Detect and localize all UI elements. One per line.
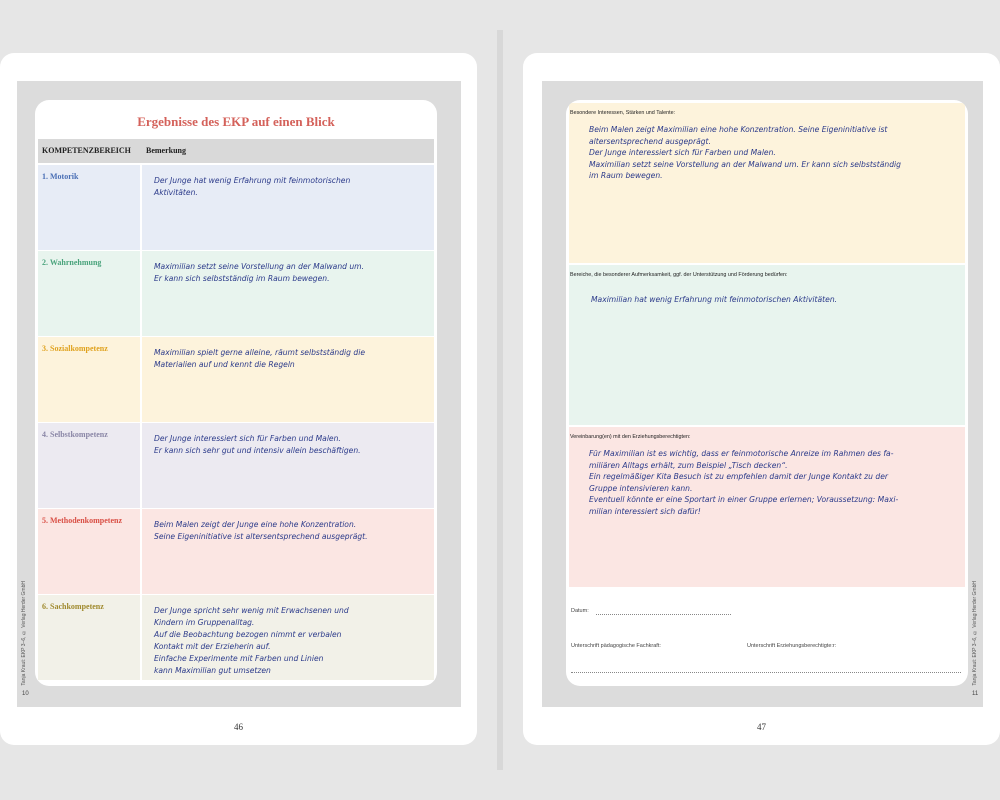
section-label: Besondere Interessen, Stärken und Talente: [570,110,676,116]
table-row [38,423,434,508]
notes-section [569,103,965,263]
competence-label: 2. Wahrnehmung [38,251,142,336]
competence-label: 4. Selbstkompetenz [38,423,142,508]
table-row [38,509,434,594]
date-line [596,614,731,615]
remark-text: Der Junge hat wenig Erfahrung mit feinmotorischen Aktivitäten. [154,176,351,197]
competence-label: 1. Motorik [38,165,142,250]
page-number: 47 [757,722,766,732]
page-title: Ergebnisse des EKP auf einen Blick [137,114,335,129]
remark-text: Der Junge spricht sehr wenig mit Erwachsenen und Kindern im Gruppenalltag. Auf die Beobachtung bezogen nimmt er verbalen Kontakt mit der Erzieherin auf. Einfache Experimente mit Farben und Linien kann Maximilian gut umsetzen [154,606,349,675]
section-text: Beim Malen zeigt Maximilian eine hohe Konzentration. Seine Eigeninitiative ist altersentsprechend ausgeprägt. Der Junge interessiert sich für Farben und Malen. Maximilian setzt seine Vorstellung an der Malwand um. Er kann sich selbstständig im Raum bewegen. [589,125,901,180]
notes-section [569,427,965,587]
left-sheet [17,81,461,707]
table-row [38,251,434,336]
date-label: Datum: [571,608,589,614]
header-remark: Bemerkung [146,146,186,155]
section-label: Bereiche, die besonderer Aufmerksamkeit, ggf. der Unterstützung und Förderung bedürfen: [570,272,788,278]
section-text: Für Maximilian ist es wichtig, dass er feinmotorische Anreize im Rahmen des fa- miliären Alltags erhält, zum Beispiel „Tisch decken“. Ein regelmäßiger Kita Besuch ist zu empfehlen damit der Junge Kontakt zu der Gruppe intensivieren kann. Eventuell könnte er eine Sportart in einer Gruppe erlernen; Voraussetzung: Maxi- milian interessiert sich dafür! [589,449,899,516]
remark-text: Maximilian spielt gerne alleine, räumt selbstständig die Materialien auf und kennt die Regeln [154,348,365,369]
left-page [0,53,477,745]
header-competence: KOMPETENZBEREICH [42,146,131,155]
section-text: Maximilian hat wenig Erfahrung mit feinmotorischen Aktivitäten. [591,295,838,304]
section-label: Vereinbarung(en) mit den Erziehungsberechtigten: [570,434,691,440]
side-copyright: Tanja Kraut: EKP 3–6, © Verlag Herder GmbH [21,581,27,686]
table-header [38,139,434,163]
table-row [38,165,434,250]
table-row [38,337,434,422]
notes-section [569,265,965,425]
table-row [38,595,434,680]
side-page-number: 11 [972,691,979,697]
remark-text: Maximilian setzt seine Vorstellung an der Malwand um. Er kann sich selbstständig im Raum bewegen. [154,262,364,283]
competence-label: 5. Methodenkompetenz [38,509,142,594]
book-spine [497,30,503,770]
signature-staff-label: Unterschrift pädagogische Fachkraft: [571,643,661,649]
competence-label: 6. Sachkompetenz [38,595,142,680]
side-page-number: 10 [22,691,29,697]
right-sheet [542,81,983,707]
remark-text: Beim Malen zeigt der Junge eine hohe Konzentration. Seine Eigeninitiative ist altersentsprechend ausgeprägt. [154,520,368,541]
signature-line [571,672,961,673]
competence-label: 3. Sozialkompetenz [38,337,142,422]
right-page [523,53,1000,745]
remark-text: Der Junge interessiert sich für Farben und Malen. Er kann sich sehr gut und intensiv allein beschäftigen. [154,434,361,455]
page-number: 46 [234,722,243,732]
side-copyright: Tanja Kraut: EKP 3–6, © Verlag Herder GmbH [972,581,978,686]
signature-guardian-label: Unterschrift Erziehungsberechtigte:r: [747,643,837,649]
summary-card [566,100,968,686]
results-table-card [35,100,437,686]
